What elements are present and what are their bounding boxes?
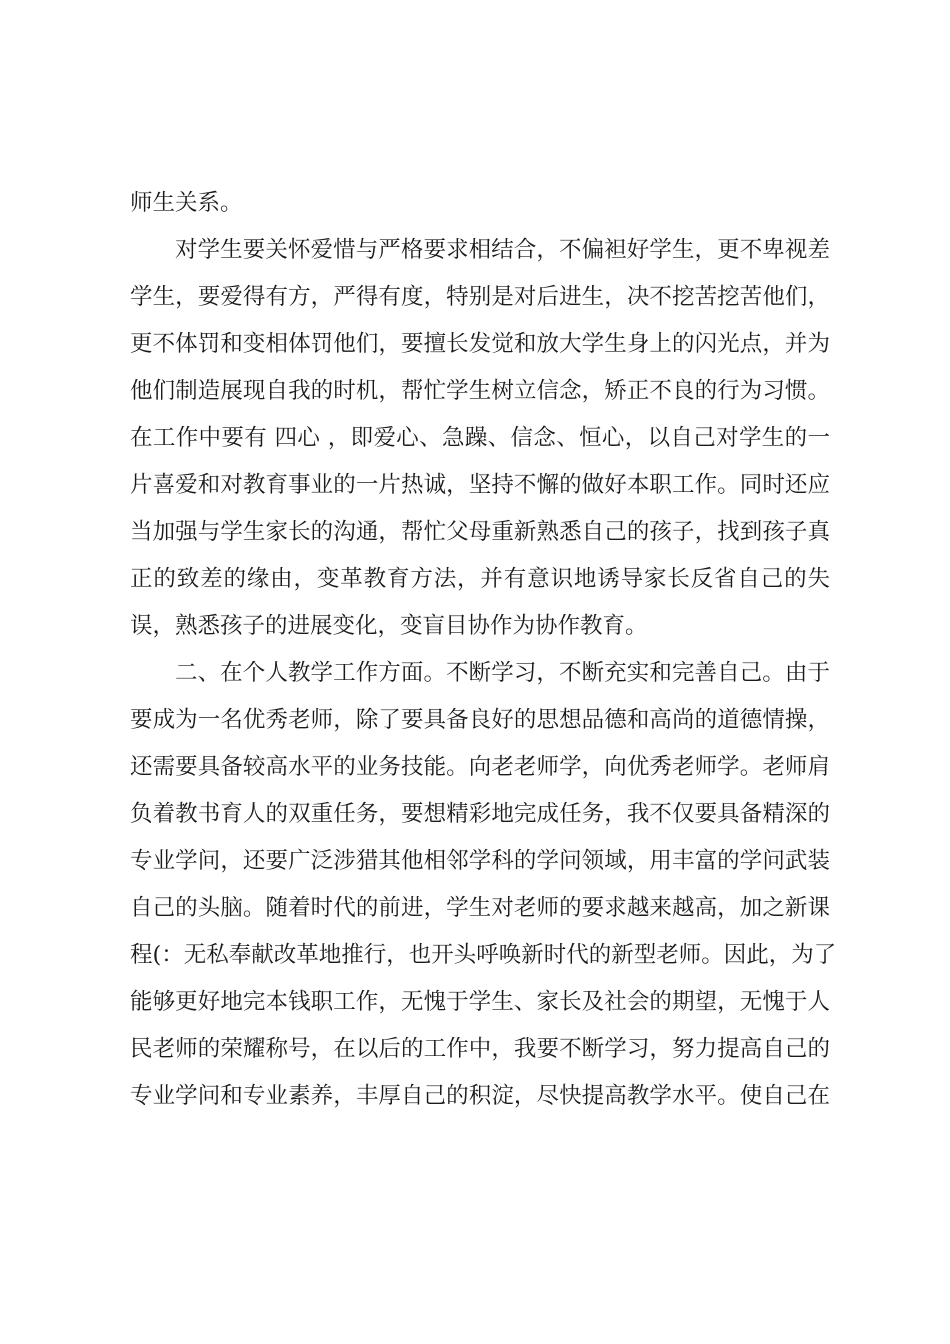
text-line: 专业学问和专业素养，丰厚自己的积淀，尽快提高教学水平。使自己在: [130, 1083, 830, 1109]
text-line: 更不体罚和变相体罚他们，要擅长发觉和放大学生身上的闪光点，并为: [130, 331, 830, 357]
text-line: 片喜爱和对教育事业的一片热诚，坚持不懈的做好本职工作。同时还应: [130, 472, 830, 498]
text-line: 误，熟悉孩子的进展变化，变盲目协作为协作教育。: [130, 613, 648, 639]
text-line: 在工作中要有 四心 ，即爱心、急躁、信念、恒心，以自己对学生的一: [130, 425, 830, 451]
text-line: 师生关系。: [130, 190, 243, 216]
body-text: [130, 180, 837, 1120]
text-line: 要成为一名优秀老师，除了要具备良好的思想品德和高尚的道德情操，: [130, 707, 830, 733]
paragraph-first-line: 对学生要关怀爱惜与严格要求相结合，不偏袒好学生，更不卑视差: [175, 237, 830, 263]
text-line: 自己的头脑。随着时代的前进，学生对老师的要求越来越高，加之新课: [130, 895, 830, 921]
paragraph-first-line: 二、在个人教学工作方面。不断学习，不断充实和完善自己。由于: [175, 660, 830, 686]
text-line: 还需要具备较高水平的业务技能。向老老师学，向优秀老师学。老师肩: [130, 754, 830, 780]
text-line: 专业学问，还要广泛涉猎其他相邻学科的学问领域，用丰富的学问武装: [130, 848, 830, 874]
text-line: 能够更好地完本钱职工作，无愧于学生、家长及社会的期望，无愧于人: [130, 989, 830, 1015]
text-line: 正的致差的缘由，变革教育方法，并有意识地诱导家长反省自己的失: [130, 566, 830, 592]
text-line: 学生，要爱得有方，严得有度，特别是对后进生，决不挖苦挖苦他们，: [130, 284, 830, 310]
text-line: 负着教书育人的双重任务，要想精彩地完成任务，我不仅要具备精深的: [130, 801, 830, 827]
text-line: 当加强与学生家长的沟通，帮忙父母重新熟悉自己的孩子，找到孩子真: [130, 519, 830, 545]
text-line: 他们制造展现自我的时机，帮忙学生树立信念，矫正不良的行为习惯。: [130, 378, 830, 404]
text-line: 程(：无私奉献改革地推行，也开头呼唤新时代的新型老师。因此，为了: [130, 942, 837, 968]
text-line: 民老师的荣耀称号，在以后的工作中，我要不断学习，努力提高自己的: [130, 1036, 830, 1062]
